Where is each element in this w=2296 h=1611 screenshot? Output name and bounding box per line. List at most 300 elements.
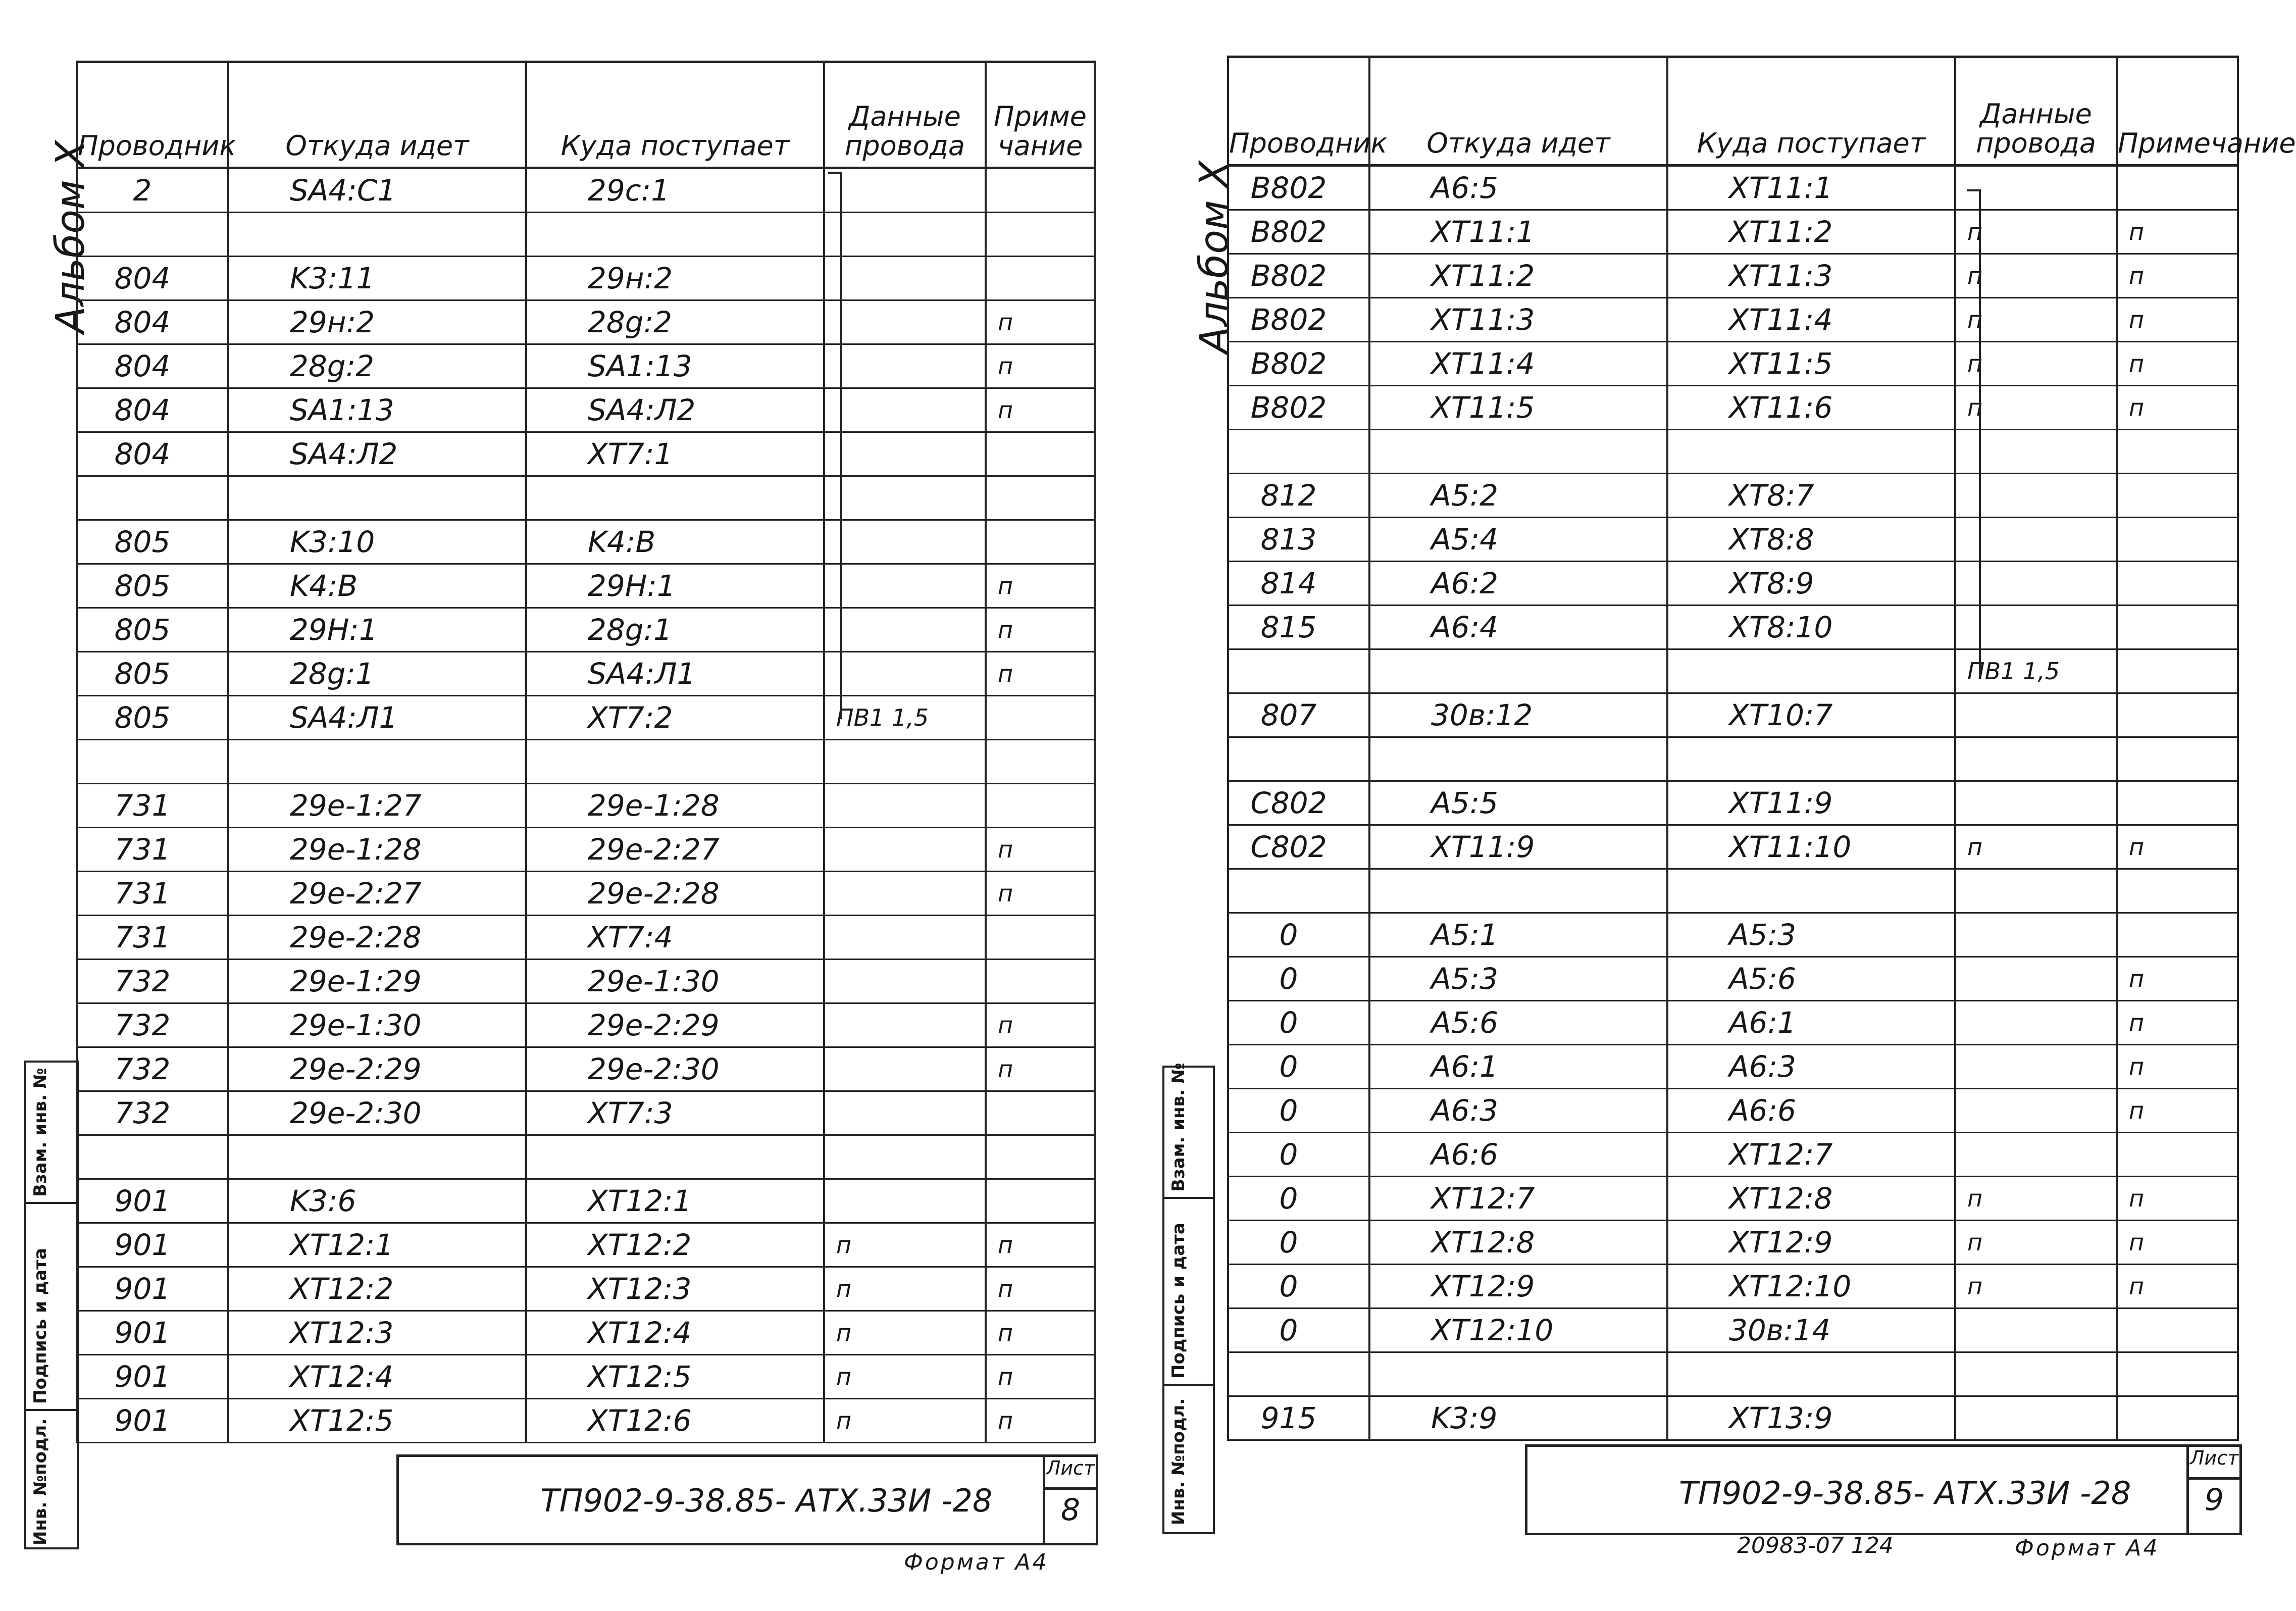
cell-to: 29e-2:28: [526, 872, 824, 916]
cell-from: SA4:Л2: [228, 432, 526, 476]
cell-from: A5:5: [1369, 781, 1667, 825]
table-row: [77, 1003, 1095, 1047]
cell-to: A6:3: [1667, 1045, 1955, 1089]
cell-from: 29e-2:29: [228, 1047, 526, 1091]
cell-note: п: [986, 1311, 1095, 1355]
cell-data: [824, 828, 986, 872]
cell-from: XT12:5: [228, 1399, 526, 1443]
cell-data: [824, 784, 986, 828]
cell-note: п: [2117, 825, 2238, 869]
cell-data: [824, 168, 986, 213]
cell-to: XT7:1: [526, 432, 824, 476]
cell-wire: 814: [1228, 562, 1369, 606]
cell-note: п: [2117, 1265, 2238, 1308]
cell-data: [1955, 1352, 2117, 1396]
table-row: [1228, 1133, 2238, 1177]
cell-data: п: [1955, 210, 2117, 254]
cell-wire: [1228, 1352, 1369, 1396]
sheet-box: [2186, 1447, 2239, 1533]
table-row: [1228, 474, 2238, 518]
table-row: [1228, 913, 2238, 957]
table-row: [1228, 781, 2238, 825]
cell-wire: B802: [1228, 254, 1369, 298]
cell-data: [824, 257, 986, 300]
cell-wire: 0: [1228, 1133, 1369, 1177]
cell-data: п: [1955, 1265, 2117, 1308]
strip-divider: [24, 1202, 77, 1204]
cell-wire: 0: [1228, 1221, 1369, 1265]
cell-wire: 804: [77, 257, 228, 300]
table-row: [1228, 518, 2238, 562]
cell-note: п: [2117, 1221, 2238, 1265]
cell-to: [526, 740, 824, 784]
cell-data: [824, 344, 986, 388]
table-row: [1228, 737, 2238, 781]
table-row: [1228, 693, 2238, 737]
cell-note: [2117, 518, 2238, 562]
cell-to: XT8:8: [1667, 518, 1955, 562]
cell-wire: 901: [77, 1223, 228, 1267]
cell-from: XT12:9: [1369, 1265, 1667, 1308]
cell-data: п: [1955, 825, 2117, 869]
cell-wire: 0: [1228, 1308, 1369, 1352]
cell-note: п: [986, 1267, 1095, 1311]
cell-to: [526, 213, 824, 257]
cell-from: XT12:10: [1369, 1308, 1667, 1352]
cell-to: XT11:10: [1667, 825, 1955, 869]
cell-from: 29e-2:30: [228, 1091, 526, 1135]
cell-note: п: [986, 300, 1095, 344]
cell-to: XT11:4: [1667, 298, 1955, 342]
strip-label-signature: Подпись и дата: [30, 1248, 50, 1404]
cell-to: A6:1: [1667, 1001, 1955, 1045]
cell-note: [986, 740, 1095, 784]
table-row: [77, 696, 1095, 740]
cell-wire: 0: [1228, 957, 1369, 1001]
cell-from: XT11:4: [1369, 342, 1667, 386]
cell-note: [2117, 1308, 2238, 1352]
table-row: [77, 432, 1095, 476]
cell-wire: [1228, 869, 1369, 913]
cell-data: п: [824, 1267, 986, 1311]
cell-from: A6:2: [1369, 562, 1667, 606]
cell-data: [1955, 737, 2117, 781]
cell-note: п: [2117, 254, 2238, 298]
cell-from: XT11:2: [1369, 254, 1667, 298]
cell-wire: 805: [77, 608, 228, 652]
cell-from: [228, 740, 526, 784]
sheet-number: 9: [2204, 1482, 2224, 1518]
cell-data: [1955, 1308, 2117, 1352]
table-row: [1228, 606, 2238, 649]
cell-wire: 731: [77, 872, 228, 916]
cell-wire: 0: [1228, 1089, 1369, 1133]
cell-to: XT12:4: [526, 1311, 824, 1355]
col-header-from: Откуда идет: [228, 62, 526, 168]
cell-wire: C802: [1228, 825, 1369, 869]
cell-data: ПВ1 1,5: [824, 696, 986, 740]
cell-from: SA4:Л1: [228, 696, 526, 740]
cell-data: [824, 476, 986, 520]
cell-wire: 901: [77, 1267, 228, 1311]
table-row: [77, 300, 1095, 344]
cell-to: 29н:2: [526, 257, 824, 300]
cell-wire: 805: [77, 564, 228, 608]
wire-table-left: [76, 61, 1096, 1443]
cell-data: п: [1955, 254, 2117, 298]
cell-to: 28g:2: [526, 300, 824, 344]
cell-wire: [77, 1135, 228, 1179]
cell-data: [824, 652, 986, 696]
table-row: [77, 740, 1095, 784]
cell-from: K3:11: [228, 257, 526, 300]
table-row: [77, 1047, 1095, 1091]
cell-note: [2117, 166, 2238, 210]
cell-from: A5:3: [1369, 957, 1667, 1001]
cell-from: [228, 476, 526, 520]
cell-to: XT11:6: [1667, 386, 1955, 430]
cell-to: XT12:6: [526, 1399, 824, 1443]
cell-wire: B802: [1228, 210, 1369, 254]
cell-wire: 805: [77, 696, 228, 740]
cell-to: [1667, 1352, 1955, 1396]
cell-note: п: [2117, 1001, 2238, 1045]
cell-to: XT10:7: [1667, 693, 1955, 737]
cell-note: п: [2117, 1089, 2238, 1133]
cell-to: 28g:1: [526, 608, 824, 652]
cell-note: п: [986, 388, 1095, 432]
table-row: [1228, 1308, 2238, 1352]
table-row: [77, 828, 1095, 872]
cell-from: [1369, 1352, 1667, 1396]
cell-from: 29e-1:30: [228, 1003, 526, 1047]
cell-from: A6:5: [1369, 166, 1667, 210]
cell-note: [2117, 562, 2238, 606]
cell-to: 29c:1: [526, 168, 824, 213]
cell-note: [2117, 869, 2238, 913]
cell-note: [986, 476, 1095, 520]
cell-wire: C802: [1228, 781, 1369, 825]
title-stamp: [1525, 1444, 2242, 1535]
cell-wire: 804: [77, 344, 228, 388]
cell-data: [824, 388, 986, 432]
cell-wire: 804: [77, 300, 228, 344]
cell-to: XT12:10: [1667, 1265, 1955, 1308]
cell-wire: 815: [1228, 606, 1369, 649]
cell-to: A5:3: [1667, 913, 1955, 957]
cell-from: A6:6: [1369, 1133, 1667, 1177]
cell-to: SA1:13: [526, 344, 824, 388]
cell-wire: 732: [77, 1047, 228, 1091]
cell-wire: 807: [1228, 693, 1369, 737]
cell-to: XT12:3: [526, 1267, 824, 1311]
cell-data: п: [1955, 342, 2117, 386]
sheet-label: Лист: [2189, 1447, 2239, 1480]
cell-wire: 805: [77, 520, 228, 564]
table-row: [1228, 1221, 2238, 1265]
cell-to: A5:6: [1667, 957, 1955, 1001]
cell-data: ПВ1 1,5: [1955, 649, 2117, 693]
cell-wire: 0: [1228, 1265, 1369, 1308]
cell-from: XT11:5: [1369, 386, 1667, 430]
cell-from: K3:9: [1369, 1396, 1667, 1440]
cell-from: [1369, 737, 1667, 781]
cell-wire: 732: [77, 960, 228, 1003]
cell-wire: B802: [1228, 386, 1369, 430]
cell-to: XT7:3: [526, 1091, 824, 1135]
cell-data: [1955, 869, 2117, 913]
table-row: [77, 520, 1095, 564]
table-row: [77, 1399, 1095, 1443]
cell-from: 28g:1: [228, 652, 526, 696]
cell-note: п: [986, 1003, 1095, 1047]
cell-from: [228, 1135, 526, 1179]
cell-to: XT12:9: [1667, 1221, 1955, 1265]
cell-to: 29e-2:29: [526, 1003, 824, 1047]
cell-note: п: [986, 344, 1095, 388]
sheet-number: 8: [1060, 1492, 1081, 1528]
cell-from: [1369, 869, 1667, 913]
cell-to: XT7:4: [526, 916, 824, 960]
cell-note: [2117, 474, 2238, 518]
cell-wire: 731: [77, 784, 228, 828]
cell-wire: [77, 213, 228, 257]
cell-wire: 901: [77, 1179, 228, 1223]
cell-wire: [1228, 649, 1369, 693]
cell-to: K4:B: [526, 520, 824, 564]
album-label: Альбом X: [48, 140, 93, 333]
cell-from: 28g:2: [228, 344, 526, 388]
table-row: [77, 1223, 1095, 1267]
cell-note: [986, 1091, 1095, 1135]
sheet-label: Лист: [1045, 1457, 1096, 1490]
cell-data: [1955, 1001, 2117, 1045]
cell-data: [824, 740, 986, 784]
cell-wire: 804: [77, 388, 228, 432]
cell-to: 29e-2:27: [526, 828, 824, 872]
cell-to: XT12:5: [526, 1355, 824, 1399]
table-row: [77, 1179, 1095, 1223]
cell-from: 29e-2:27: [228, 872, 526, 916]
cell-note: п: [2117, 342, 2238, 386]
cell-wire: B802: [1228, 342, 1369, 386]
cell-wire: 901: [77, 1399, 228, 1443]
cell-data: [1955, 693, 2117, 737]
table-row: [1228, 386, 2238, 430]
cell-data: [1955, 1045, 2117, 1089]
cell-data: [824, 1047, 986, 1091]
cell-from: 29н:2: [228, 300, 526, 344]
title-stamp: [396, 1454, 1098, 1545]
table-row: [1228, 1177, 2238, 1221]
cell-note: п: [2117, 210, 2238, 254]
cell-from: A6:3: [1369, 1089, 1667, 1133]
table-row: [77, 388, 1095, 432]
cell-note: [2117, 693, 2238, 737]
table-row: [77, 257, 1095, 300]
cell-from: K4:B: [228, 564, 526, 608]
cell-note: [986, 784, 1095, 828]
cell-note: [986, 213, 1095, 257]
cell-to: XT12:8: [1667, 1177, 1955, 1221]
cell-wire: 731: [77, 916, 228, 960]
table-row: [77, 168, 1095, 213]
cell-data: [1955, 1133, 2117, 1177]
cell-to: 30в:14: [1667, 1308, 1955, 1352]
cell-note: п: [986, 608, 1095, 652]
cell-data: [824, 1091, 986, 1135]
cell-from: A5:6: [1369, 1001, 1667, 1045]
cell-from: XT12:8: [1369, 1221, 1667, 1265]
cell-note: п: [2117, 386, 2238, 430]
col-header-note: Приме чание: [986, 62, 1095, 168]
cell-to: [526, 1135, 824, 1179]
cell-data: [824, 872, 986, 916]
cell-to: XT13:9: [1667, 1396, 1955, 1440]
cell-to: 29H:1: [526, 564, 824, 608]
cell-wire: 812: [1228, 474, 1369, 518]
col-header-wire: Проводник: [77, 62, 228, 168]
cell-data: п: [824, 1223, 986, 1267]
table-row: [77, 564, 1095, 608]
cell-to: XT11:1: [1667, 166, 1955, 210]
cell-wire: 2: [77, 168, 228, 213]
cell-to: 29e-2:30: [526, 1047, 824, 1091]
album-label: Альбом X: [1192, 160, 1237, 354]
cell-to: XT12:7: [1667, 1133, 1955, 1177]
cell-from: XT11:3: [1369, 298, 1667, 342]
cell-note: п: [2117, 298, 2238, 342]
col-header-note: Примечание: [2117, 57, 2238, 166]
cell-to: A6:6: [1667, 1089, 1955, 1133]
strip-label-inv: Инв. №подл.: [30, 1418, 50, 1545]
cell-from: 29e-1:27: [228, 784, 526, 828]
cell-data: [824, 1003, 986, 1047]
table-row: [1228, 649, 2238, 693]
left-sheet: [0, 0, 1098, 1611]
strip-label-replace: Взам. инв. №: [30, 1068, 50, 1197]
table-row: [1228, 254, 2238, 298]
cell-to: XT11:5: [1667, 342, 1955, 386]
cell-to: 29e-1:28: [526, 784, 824, 828]
cell-wire: 805: [77, 652, 228, 696]
wire-group-brace: [1967, 189, 1981, 676]
cell-note: [2117, 649, 2238, 693]
col-header-to: Куда поступает: [526, 62, 824, 168]
table-row: [1228, 1089, 2238, 1133]
table-row: [77, 652, 1095, 696]
cell-wire: B802: [1228, 166, 1369, 210]
cell-from: [1369, 430, 1667, 474]
cell-note: п: [2117, 1045, 2238, 1089]
cell-note: [2117, 737, 2238, 781]
cell-note: п: [986, 652, 1095, 696]
cell-to: [526, 476, 824, 520]
col-header-from: Откуда идет: [1369, 57, 1667, 166]
cell-wire: B802: [1228, 298, 1369, 342]
cell-data: [1955, 1396, 2117, 1440]
archive-number: 20983-07 124: [1737, 1533, 1894, 1558]
cell-note: [986, 520, 1095, 564]
cell-from: XT12:4: [228, 1355, 526, 1399]
table-row: [77, 213, 1095, 257]
cell-to: XT8:9: [1667, 562, 1955, 606]
table-row: [77, 1311, 1095, 1355]
table-row: [77, 872, 1095, 916]
cell-from: K3:10: [228, 520, 526, 564]
cell-note: [986, 168, 1095, 213]
table-row: [1228, 1265, 2238, 1308]
cell-from: SA4:C1: [228, 168, 526, 213]
cell-to: XT12:1: [526, 1179, 824, 1223]
cell-note: п: [2117, 1177, 2238, 1221]
cell-data: п: [1955, 298, 2117, 342]
cell-note: [986, 1135, 1095, 1179]
cell-data: [824, 432, 986, 476]
wire-group-brace: [828, 172, 842, 719]
cell-note: [986, 257, 1095, 300]
cell-data: [824, 213, 986, 257]
cell-data: [824, 608, 986, 652]
cell-from: SA1:13: [228, 388, 526, 432]
col-header-data: Данные провода: [1955, 57, 2117, 166]
strip-label-replace: Взам. инв. №: [1168, 1063, 1189, 1192]
right-sheet: [1146, 0, 2296, 1611]
cell-to: XT11:3: [1667, 254, 1955, 298]
cell-wire: 813: [1228, 518, 1369, 562]
cell-note: п: [986, 872, 1095, 916]
cell-from: XT12:3: [228, 1311, 526, 1355]
cell-data: [824, 1135, 986, 1179]
cell-data: п: [824, 1399, 986, 1443]
cell-from: 29H:1: [228, 608, 526, 652]
cell-from: [1369, 649, 1667, 693]
table-row: [1228, 298, 2238, 342]
cell-wire: 901: [77, 1355, 228, 1399]
cell-to: XT8:7: [1667, 474, 1955, 518]
cell-data: [824, 916, 986, 960]
table-row: [1228, 166, 2238, 210]
cell-from: XT12:2: [228, 1267, 526, 1311]
cell-from: XT11:9: [1369, 825, 1667, 869]
cell-from: K3:6: [228, 1179, 526, 1223]
cell-to: XT8:10: [1667, 606, 1955, 649]
table-row: [1228, 825, 2238, 869]
cell-wire: 901: [77, 1311, 228, 1355]
table-row: [77, 476, 1095, 520]
cell-from: 29e-2:28: [228, 916, 526, 960]
cell-note: [2117, 606, 2238, 649]
cell-to: XT12:2: [526, 1223, 824, 1267]
cell-data: п: [824, 1311, 986, 1355]
cell-from: A6:4: [1369, 606, 1667, 649]
cell-wire: [1228, 430, 1369, 474]
cell-wire: [1228, 737, 1369, 781]
cell-wire: 804: [77, 432, 228, 476]
table-row: [77, 1267, 1095, 1311]
cell-data: [824, 300, 986, 344]
table-row: [1228, 1352, 2238, 1396]
cell-to: [1667, 869, 1955, 913]
cell-to: [1667, 649, 1955, 693]
strip-divider: [1162, 1197, 1213, 1199]
cell-wire: 0: [1228, 1045, 1369, 1089]
cell-note: [2117, 781, 2238, 825]
table-row: [77, 960, 1095, 1003]
cell-wire: [77, 740, 228, 784]
cell-to: XT11:2: [1667, 210, 1955, 254]
table-row: [1228, 1001, 2238, 1045]
